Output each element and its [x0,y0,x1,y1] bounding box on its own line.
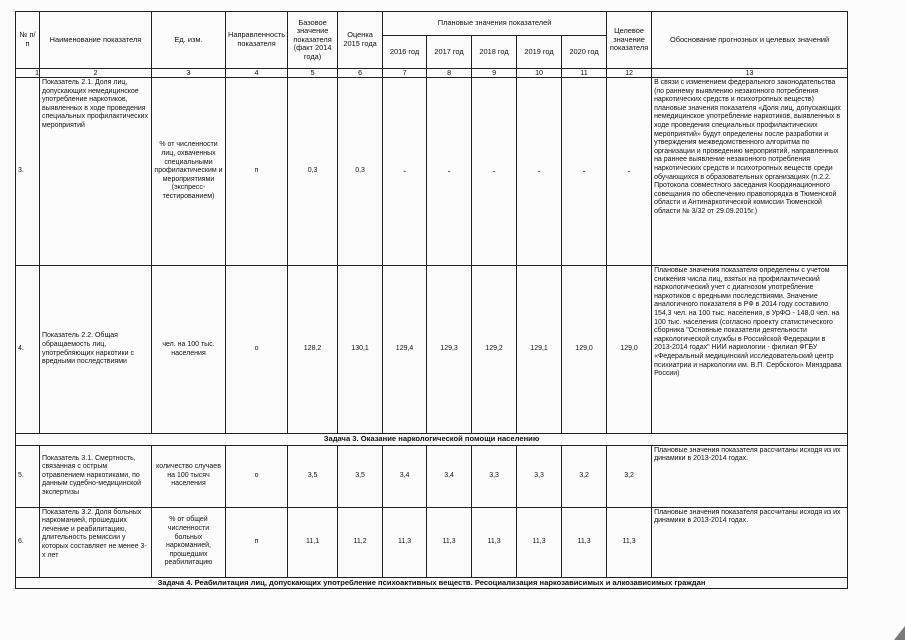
column-number: 9 [472,69,517,78]
column-number: 1 [16,69,40,78]
indicator-name: Показатель 3.1. Смертность, связанная с острым отравлением наркотиками, по данным судебно-медицинской экспертизы [40,445,152,507]
header-row [16,12,848,36]
task-3-heading: Задача 3. Оказание наркологической помощи населению [16,434,848,446]
target-value: - [607,78,652,266]
header-name: Наименование показателя [40,12,152,69]
header-num: № п/п [16,12,40,69]
indicators-table [15,11,848,589]
target-value: 129,0 [607,266,652,434]
plan-value: - [517,78,562,266]
indicator-direction: о [226,266,288,434]
base-value: 0,3 [288,78,338,266]
header-unit: Ед. изм. [152,12,226,69]
estimate-value: 11,2 [338,507,383,577]
header-year: 2019 год [517,36,562,69]
column-number: 6 [338,69,383,78]
row-number: 4. [16,266,40,434]
justification-text: Плановые значения показателя определены с учетом снижения числа лиц, взятых на профилактический наркологический учет с диагнозом употребление наркотиков с вредными последствиями. Значение аналогичного показателя в РФ в 2014 году составило 154,3 чел. на 100 тыс. населения, в УрФО - 148,0 чел. на 100 тыс. населения (согласно проекту статистического сборника "Основные показатели деятельности наркологической службы в Российской Федерации в 2013-2014 годах" НИИ наркологии - филиал ФГБУ «Федеральный медицинский исследовательский центр психиатрии и наркологии им. В.П. Сербского» Минздрава России) [652,266,848,434]
indicator-direction: п [226,507,288,577]
column-number: 3 [152,69,226,78]
table-row [16,507,848,577]
indicator-name: Показатель 2.2. Общая обращаемость лиц, употребляющих наркотики с вредными последствиями [40,266,152,434]
column-number: 2 [40,69,152,78]
column-number: 4 [226,69,288,78]
plan-value: 129,1 [517,266,562,434]
header-direction: Направленность показателя [226,12,288,69]
table-row [16,266,848,434]
header-base: Базовое значение показателя (факт 2014 года) [288,12,338,69]
plan-value: 11,3 [383,507,427,577]
plan-value: - [383,78,427,266]
plan-value: - [427,78,472,266]
plan-value: 11,3 [472,507,517,577]
estimate-value: 130,1 [338,266,383,434]
indicator-name: Показатель 2.1. Доля лиц, допускающих немедицинское употребление наркотиков, выявленных в ходе проведения специальных профилактических мероприятий [40,78,152,266]
header-plan: Плановые значения показателей [383,12,607,36]
column-number: 13 [652,69,848,78]
column-number: 5 [288,69,338,78]
column-number-row [16,69,848,78]
column-number: 8 [427,69,472,78]
plan-value: 129,4 [383,266,427,434]
justification-text: В связи с изменением федерального законодательства (по раннему выявлению незаконного потребления наркотических средств и психотропных веществ) плановые значения показателя «Доля лиц, допускающих немедицинское употребление наркотиков, выявленных в ходе проведения специальных профилактических мероприятий» будут определены после разработки и утверждения межведомственного алгоритма по организации и проведению мероприятий, направленных на раннее выявление незаконного потребления наркотических средств и психотропных веществ среди обучающихся в образовательных организациях (п.2.2. Протокола совместного заседания Координационного совещания по обеспечению правопорядка в Тюменской области и Антинаркотической комиссии Тюменской области № 3/32 от 29.09.2015г.) [652,78,848,266]
plan-value: 3,4 [383,445,427,507]
header-justification: Обоснование прогнозных и целевых значений [652,12,848,69]
page-corner-shadow [894,626,905,640]
plan-value: - [472,78,517,266]
indicator-direction: п [226,78,288,266]
row-number: 3. [16,78,40,266]
task-row [16,434,848,446]
indicator-direction: о [226,445,288,507]
header-year: 2017 год [427,36,472,69]
row-number: 5. [16,445,40,507]
header-target: Целевое значение показателя [607,12,652,69]
column-number: 7 [383,69,427,78]
column-number: 11 [562,69,607,78]
indicator-name: Показатель 3.2. Доля больных наркоманией, прошедших лечение и реабилитацию, длительность ремиссии у которых составляет не менее 3-х лет [40,507,152,577]
plan-value: 11,3 [427,507,472,577]
plan-value: 11,3 [517,507,562,577]
header-estimate: Оценка 2015 года [338,12,383,69]
justification-text: Плановые значения показателя рассчитаны исходя из их динамики в 2013-2014 годах. [652,507,848,577]
plan-value: 129,2 [472,266,517,434]
plan-value: - [562,78,607,266]
header-year: 2016 год [383,36,427,69]
plan-value: 3,3 [472,445,517,507]
indicator-unit: % от общей численности больных наркоманией, прошедших реабилитацию [152,507,226,577]
base-value: 11,1 [288,507,338,577]
plan-value: 129,3 [427,266,472,434]
plan-value: 3,4 [427,445,472,507]
indicator-unit: % от численности лиц, охваченных специальными профилактическим и мероприятиями (экспресс-тестированием) [152,78,226,266]
estimate-value: 0,3 [338,78,383,266]
estimate-value: 3,5 [338,445,383,507]
plan-value: 11,3 [562,507,607,577]
target-value: 3,2 [607,445,652,507]
indicator-unit: чел. на 100 тыс. населения [152,266,226,434]
indicator-unit: количество случаев на 100 тысяч населения [152,445,226,507]
column-number: 10 [517,69,562,78]
task-row [16,577,848,589]
column-number: 12 [607,69,652,78]
row-number: 6. [16,507,40,577]
plan-value: 3,3 [517,445,562,507]
table-row [16,78,848,266]
base-value: 128,2 [288,266,338,434]
table-row [16,445,848,507]
plan-value: 3,2 [562,445,607,507]
task-4-heading: Задача 4. Реабилитация лиц, допускающих употребление психоактивных веществ. Ресоциализация наркозависимых и алкозависимых граждан [16,577,848,589]
header-year: 2018 год [472,36,517,69]
base-value: 3,5 [288,445,338,507]
header-year: 2020 год [562,36,607,69]
plan-value: 129,0 [562,266,607,434]
justification-text: Плановые значения показателя рассчитаны исходя из их динамики в 2013-2014 годах. [652,445,848,507]
target-value: 11,3 [607,507,652,577]
